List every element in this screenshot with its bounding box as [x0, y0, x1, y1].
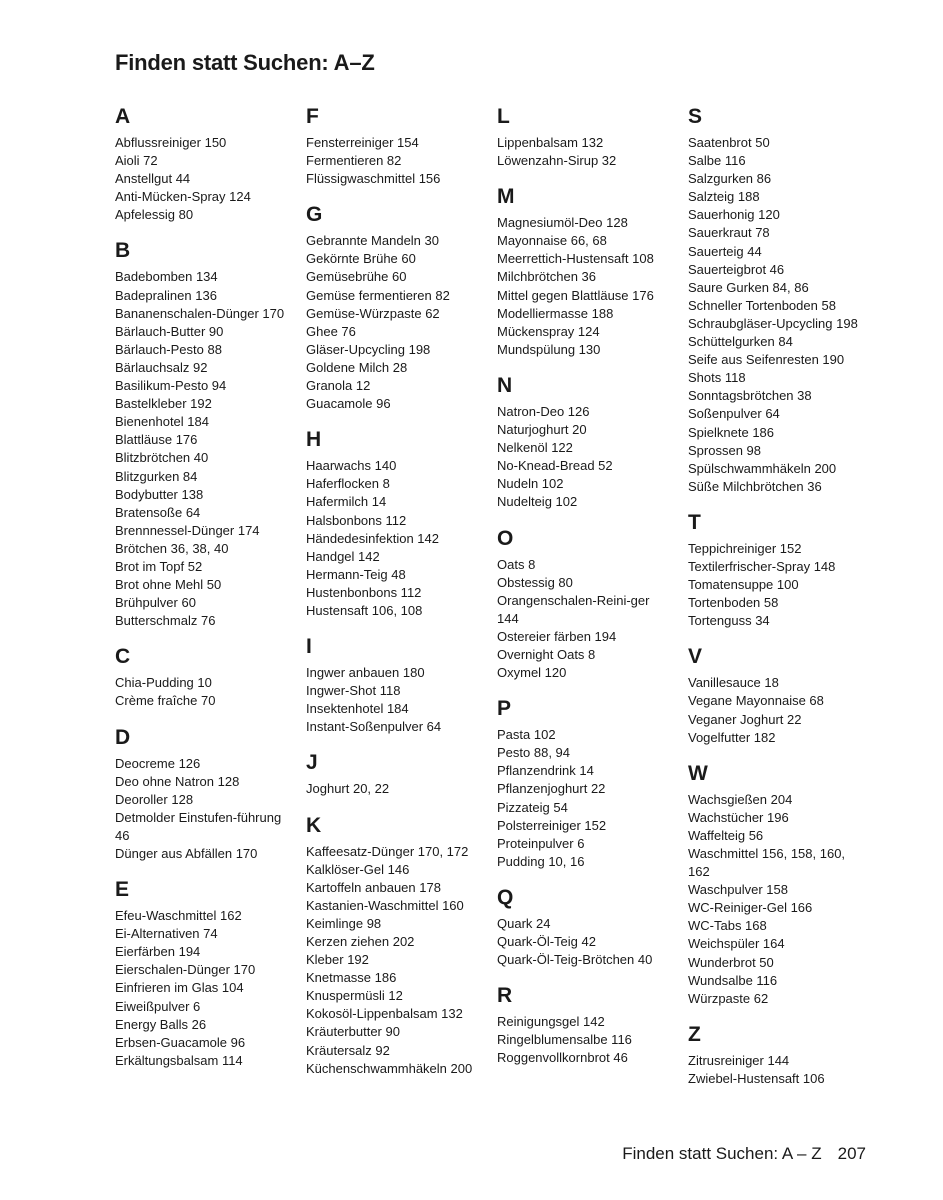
index-entry: Tomatensuppe 100 [688, 577, 799, 593]
index-column [306, 104, 497, 1102]
index-entry: Wunderbrot 50 [688, 954, 774, 970]
index-entry: Wachsgießen 204 [688, 791, 793, 807]
index-entry: Milchbrötchen 36 [497, 269, 596, 285]
index-entry: Soßenpulver 64 [688, 406, 780, 422]
section-letter: S [688, 105, 703, 128]
index-entry: Pudding 10, 16 [497, 853, 585, 869]
index-entry: Schneller Tortenboden 58 [688, 297, 836, 313]
index-entry: Wundsalbe 116 [688, 972, 778, 988]
index-entry: Orangenschalen-Reini-ger 144 [497, 592, 650, 626]
index-entry: Bastelkleber 192 [115, 396, 212, 412]
index-entry: Seife aus Seifenresten 190 [688, 352, 845, 368]
section-letter: I [306, 635, 312, 659]
index-entry: Hustenbonbons 112 [306, 584, 422, 600]
index-section [497, 696, 688, 871]
index-entry: Weichspüler 164 [688, 936, 785, 952]
section-letter: N [497, 373, 513, 397]
section-letter: F [306, 105, 319, 128]
index-entry: Anstellgut 44 [115, 171, 191, 187]
index-entry: Instant-Soßenpulver 64 [306, 719, 442, 735]
index-entry: Eierschalen-Dünger 170 [115, 962, 256, 978]
index-entry: Lippenbalsam 132 [497, 135, 604, 150]
index-entry: Insektenhotel 184 [306, 701, 409, 717]
index-entry: Knuspermüsli 12 [306, 988, 403, 1004]
index-entry: Fensterreiniger 154 [306, 135, 419, 150]
index-entry: Goldene Milch 28 [306, 359, 408, 375]
index-entry: Sauerkraut 78 [688, 225, 770, 241]
index-section [115, 644, 306, 710]
index-entry: Würzpaste 62 [688, 990, 769, 1006]
section-letter: T [688, 510, 701, 534]
section-letter: M [497, 185, 515, 209]
index-entry: Gekörnte Brühe 60 [306, 251, 416, 267]
index-entry: Meerrettich-Hustensaft 108 [497, 251, 654, 267]
index-entry: Löwenzahn-Sirup 32 [497, 153, 617, 169]
section-letter: E [115, 878, 130, 902]
index-entry: Magnesiumöl-Deo 128 [497, 215, 628, 231]
index-entry: Zwiebel-Hustensaft 106 [688, 1070, 825, 1086]
index-entry: Nudeln 102 [497, 476, 564, 492]
section-letter: V [688, 645, 703, 669]
index-entry: Oxymel 120 [497, 665, 567, 681]
index-entry: Waffelteig 56 [688, 827, 764, 843]
index-entry: Bratensoße 64 [115, 504, 201, 520]
page-title: Finden statt Suchen: A–Z [115, 50, 375, 75]
index-entry: Schüttelgurken 84 [688, 334, 793, 350]
index-entry: Polsterreiniger 152 [497, 817, 607, 833]
index-section [115, 877, 306, 1070]
index-entry: Pizzateig 54 [497, 799, 568, 815]
index-section [688, 761, 879, 1008]
index-section [115, 238, 306, 630]
index-entry: Veganer Joghurt 22 [688, 711, 802, 727]
index-entry: Bärlauch-Butter 90 [115, 323, 224, 339]
index-section [497, 104, 688, 170]
section-letter: Q [497, 885, 514, 909]
index-entry: Pflanzenjoghurt 22 [497, 781, 606, 797]
index-entry: Kokosöl-Lippenbalsam 132 [306, 1006, 463, 1022]
index-entry: Salzgurken 86 [688, 171, 772, 187]
index-entry: Waschmittel 156, 158, 160, 162 [688, 846, 846, 880]
index-column [115, 104, 306, 1102]
index-column [688, 104, 879, 1102]
index-section [306, 750, 497, 798]
index-entry: Tortenguss 34 [688, 613, 770, 629]
section-letter: R [497, 984, 513, 1008]
index-entry: Brötchen 36, 38, 40 [115, 540, 229, 556]
index-entry: Nelkenöl 122 [497, 440, 573, 456]
index-section [497, 526, 688, 683]
index-entry: Kräutersalz 92 [306, 1042, 390, 1058]
index-entry: Kartoffeln anbauen 178 [306, 879, 441, 895]
index-entry: Kleber 192 [306, 952, 369, 968]
index-entry: Handgel 142 [306, 548, 380, 564]
index-entry: Textilerfrischer-Spray 148 [688, 558, 836, 574]
index-entry: Einfrieren im Glas 104 [115, 980, 244, 996]
index-entry: Abflussreiniger 150 [115, 135, 227, 150]
index-entry: Bärlauch-Pesto 88 [115, 341, 222, 357]
index-entry: Quark-Öl-Teig-Brötchen 40 [497, 952, 653, 968]
index-section [497, 983, 688, 1067]
index-entry: Zitrusreiniger 144 [688, 1052, 790, 1068]
index-entry: Vanillesauce 18 [688, 675, 779, 691]
section-letter: B [115, 239, 131, 263]
index-entry: Joghurt 20, 22 [306, 781, 390, 797]
index-entry: Ringelblumensalbe 116 [497, 1032, 632, 1048]
index-entry: Schraubgläser-Upcycling 198 [688, 315, 858, 331]
index-entry: No-Knead-Bread 52 [497, 458, 613, 474]
index-entry: Gebrannte Mandeln 30 [306, 233, 439, 249]
index-entry: Gläser-Upcycling 198 [306, 341, 431, 357]
index-entry: Sauerteig 44 [688, 243, 762, 259]
section-letter: G [306, 203, 323, 227]
index-entry: Quark-Öl-Teig 42 [497, 934, 596, 949]
index-entry: Halsbonbons 112 [306, 512, 407, 528]
index-entry: Mundspülung 130 [497, 341, 601, 357]
index-entry: Energy Balls 26 [115, 1016, 207, 1032]
section-letter: Z [688, 1022, 701, 1046]
section-letter: A [115, 105, 131, 128]
index-entry: Bodybutter 138 [115, 486, 204, 502]
section-letter: H [306, 428, 322, 452]
index-entry: Deoroller 128 [115, 791, 194, 807]
index-entry: Overnight Oats 8 [497, 646, 596, 662]
index-entry: Hustensaft 106, 108 [306, 602, 423, 618]
section-letter: C [115, 645, 131, 669]
index-entry: Gemüse fermentieren 82 [306, 287, 450, 303]
section-letter: P [497, 697, 512, 721]
index-entry: Vegane Mayonnaise 68 [688, 693, 824, 709]
index-entry: WC-Tabs 168 [688, 918, 767, 934]
index-section [306, 813, 497, 1078]
index-entry: Fermentieren 82 [306, 153, 402, 169]
index-entry: Ghee 76 [306, 323, 356, 339]
section-letter: J [306, 751, 318, 775]
index-section [306, 104, 497, 188]
section-letter: O [497, 526, 514, 550]
section-letter: K [306, 813, 322, 837]
index-entry: Modelliermasse 188 [497, 305, 614, 321]
index-entry: Blitzgurken 84 [115, 468, 198, 484]
index-entry: Blitzbrötchen 40 [115, 450, 209, 466]
index-entry: Natron-Deo 126 [497, 403, 590, 419]
index-entry: Basilikum-Pesto 94 [115, 378, 227, 394]
index-entry: Sauerhonig 120 [688, 207, 780, 223]
index-section [306, 634, 497, 736]
index-entry: Nudelteig 102 [497, 494, 578, 510]
index-entry: Anti-Mücken-Spray 124 [115, 189, 251, 205]
index-entry: Salbe 116 [688, 153, 746, 169]
index-entry: Gemüsebrühe 60 [306, 269, 407, 285]
index-entry: Wachstücher 196 [688, 809, 789, 825]
index-entry: Oats 8 [497, 556, 536, 572]
index-entry: Kastanien-Waschmittel 160 [306, 897, 464, 913]
index-section [688, 644, 879, 746]
index-entry: Ingwer-Shot 118 [306, 683, 401, 699]
index-entry: Hafermilch 14 [306, 494, 387, 510]
index-entry: Tortenboden 58 [688, 595, 779, 611]
page-number: 207 [837, 1144, 866, 1163]
index-section [688, 104, 879, 496]
index-entry: Erkältungsbalsam 114 [115, 1052, 243, 1068]
index-entry: Sprossen 98 [688, 442, 761, 458]
section-letter: D [115, 725, 131, 749]
index-entry: Waschpulver 158 [688, 882, 788, 898]
index-entry: Shots 118 [688, 370, 746, 386]
index-entry: Blattläuse 176 [115, 432, 198, 448]
index-entry: Kalklöser-Gel 146 [306, 861, 410, 877]
index-entry: Teppichreiniger 152 [688, 540, 802, 556]
index-entry: Crème fraîche 70 [115, 693, 216, 709]
index-entry: Pesto 88, 94 [497, 745, 570, 761]
index-entry: Spülschwammhäkeln 200 [688, 460, 837, 476]
index-entry: Haferflocken 8 [306, 476, 390, 492]
index-entry: Kaffeesatz-Dünger 170, 172 [306, 843, 469, 859]
index-entry: Mittel gegen Blattläuse 176 [497, 287, 654, 303]
index-entry: Badepralinen 136 [115, 287, 217, 303]
index-entry: Mückenspray 124 [497, 323, 600, 339]
index-entry: Sauerteigbrot 46 [688, 261, 785, 277]
index-entry: Vogelfutter 182 [688, 729, 776, 745]
index-section [115, 104, 306, 224]
index-entry: Salzteig 188 [688, 189, 760, 205]
index-entry: Eierfärben 194 [115, 944, 201, 960]
running-title: Finden statt Suchen: A – Z [622, 1144, 822, 1163]
index-section [306, 427, 497, 620]
index-section [497, 885, 688, 969]
index-entry: Saatenbrot 50 [688, 135, 770, 150]
index-section [497, 373, 688, 512]
index-section [688, 1022, 879, 1088]
index-entry: Kräuterbutter 90 [306, 1024, 400, 1040]
index-entry: WC-Reiniger-Gel 166 [688, 900, 813, 916]
index-entry: Haarwachs 140 [306, 458, 397, 474]
index-section [497, 184, 688, 359]
index-entry: Süße Milchbrötchen 36 [688, 478, 822, 494]
index-entry: Händedesinfektion 142 [306, 530, 439, 546]
index-entry: Gemüse-Würzpaste 62 [306, 305, 440, 321]
index-entry: Granola 12 [306, 378, 371, 394]
index-entry: Dünger aus Abfällen 170 [115, 846, 258, 861]
index-entry: Ostereier färben 194 [497, 628, 617, 644]
index-entry: Roggenvollkornbrot 46 [497, 1050, 628, 1066]
index-entry: Brot im Topf 52 [115, 558, 203, 574]
index-entry: Quark 24 [497, 915, 551, 931]
index-entry: Chia-Pudding 10 [115, 675, 212, 691]
index-entry: Flüssigwaschmittel 156 [306, 171, 441, 187]
index-entry: Mayonnaise 66, 68 [497, 233, 607, 249]
index-entry: Detmolder Einstufen-führung 46 [115, 809, 282, 843]
index-columns [115, 104, 879, 1102]
index-entry: Guacamole 96 [306, 396, 391, 412]
index-entry: Proteinpulver 6 [497, 835, 585, 851]
index-entry: Pflanzendrink 14 [497, 763, 594, 779]
index-entry: Deo ohne Natron 128 [115, 773, 240, 789]
index-section [306, 202, 497, 413]
index-section [115, 725, 306, 864]
index-entry: Ingwer anbauen 180 [306, 665, 425, 681]
index-entry: Hermann-Teig 48 [306, 566, 406, 582]
index-entry: Ei-Alternativen 74 [115, 926, 218, 942]
index-entry: Brennnessel-Dünger 174 [115, 522, 260, 538]
index-entry: Pasta 102 [497, 727, 556, 743]
section-letter: L [497, 105, 510, 128]
index-entry: Knetmasse 186 [306, 970, 397, 986]
index-entry: Brot ohne Mehl 50 [115, 577, 222, 593]
index-entry: Butterschmalz 76 [115, 613, 216, 629]
index-entry: Eiweißpulver 6 [115, 998, 201, 1014]
index-entry: Erbsen-Guacamole 96 [115, 1034, 246, 1050]
section-letter: W [688, 761, 708, 785]
index-entry: Efeu-Waschmittel 162 [115, 908, 242, 924]
index-entry: Bananenschalen-Dünger 170 [115, 305, 285, 321]
index-column [497, 104, 688, 1102]
index-section [688, 510, 879, 630]
index-entry: Brühpulver 60 [115, 595, 196, 611]
index-entry: Bienenhotel 184 [115, 414, 209, 430]
index-entry: Bärlauchsalz 92 [115, 359, 208, 375]
index-entry: Aioli 72 [115, 153, 158, 169]
index-entry: Obstessig 80 [497, 574, 573, 590]
index-entry: Sonntagsbrötchen 38 [688, 388, 812, 404]
index-entry: Badebomben 134 [115, 269, 218, 285]
index-entry: Reinigungsgel 142 [497, 1014, 605, 1030]
page-footer [622, 1144, 866, 1164]
index-entry: Keimlinge 98 [306, 915, 382, 931]
index-entry: Kerzen ziehen 202 [306, 934, 415, 949]
index-entry: Apfelessig 80 [115, 207, 194, 223]
index-entry: Naturjoghurt 20 [497, 422, 587, 438]
index-entry: Küchenschwammhäkeln 200 [306, 1060, 473, 1076]
index-entry: Saure Gurken 84, 86 [688, 279, 809, 295]
index-entry: Spielknete 186 [688, 424, 775, 440]
index-entry: Deocreme 126 [115, 755, 201, 771]
